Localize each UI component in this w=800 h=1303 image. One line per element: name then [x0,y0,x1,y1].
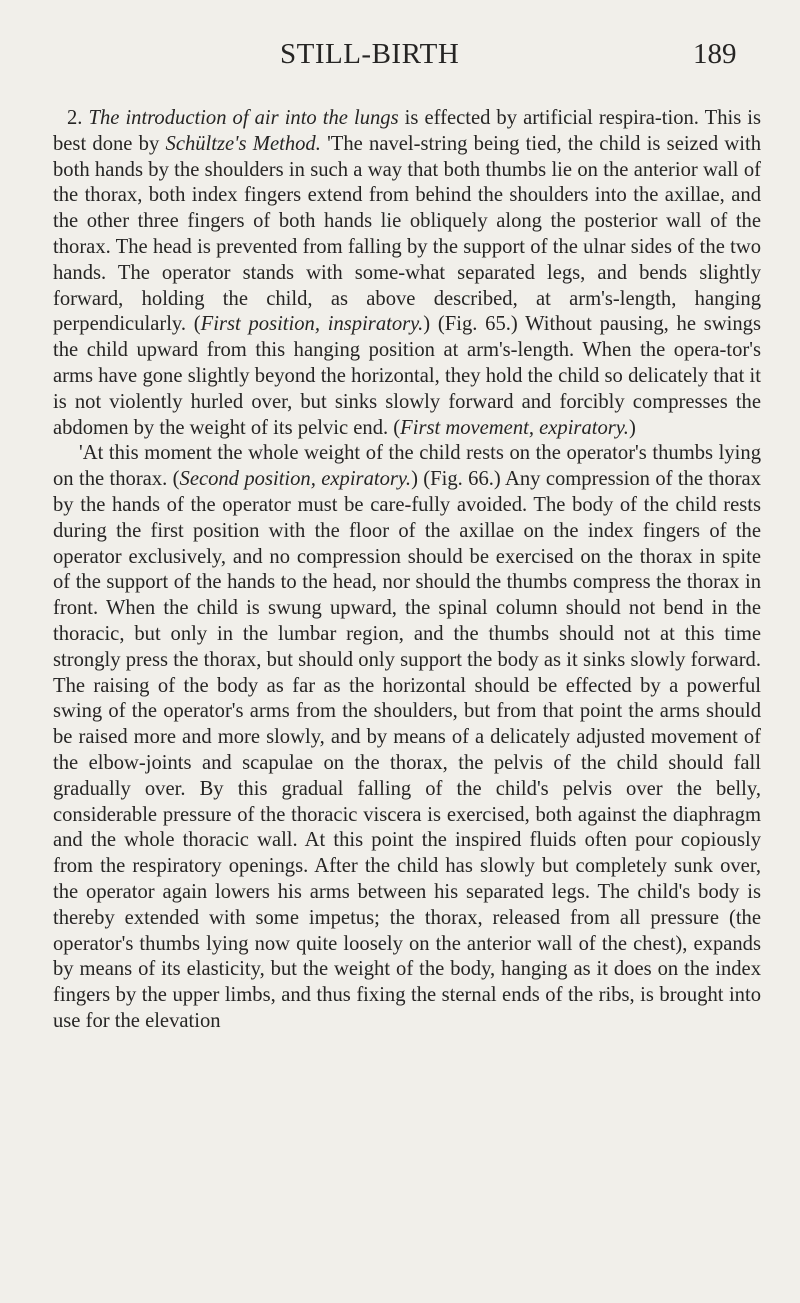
italic-run: First position, inspiratory. [200,313,424,336]
paragraph [53,441,761,1034]
text-run: 'The navel-string being tied, the child is seized with both hands by the shoulders in such a way that both thumbs lie on the anterior wall of the thorax, both index fingers extend from behind the shoulders into the axillae, and the other three fingers of both hands lie obliquely along the posterior wall of the thorax. The head is prevented from falling by the support of the ulnar sides of the two hands. The operator stands with some-what separated legs, and bends slightly forward, holding the child, as above described, at arm's-length, hanging perpendicularly. ( [53,132,761,336]
body-text [53,106,761,1035]
running-head [0,38,800,78]
text-run: 2. [67,107,89,129]
italic-run: Second position, expiratory. [179,468,412,491]
text-run: is effected by artificial respira-tion. This is best done by [53,107,762,155]
italic-run: Schültze's Method. [165,132,321,155]
running-head-title: STILL-BIRTH [280,38,460,70]
text-run: ) (Fig. 65.) Without pausing, he swings the child upward from this hanging position at arm's-length. When the opera-tor's arms have gone slightly beyond the horizontal, they hold the child so delicately that it is not violently hurled over, but sinks slowly forward and forcibly compresses the abdomen by the weight of its pelvic end. ( [53,313,761,439]
text-run: ) [628,416,636,439]
page-number: 189 [693,38,737,70]
paragraph [53,106,761,441]
italic-run: First movement, expiratory. [400,416,629,439]
text-run: 'At this moment the whole weight of the child rests on the operator's thumbs lying on the thorax. ( [53,442,761,491]
text-run: ) (Fig. 66.) Any compression of the thorax by the hands of the operator must be care-fully avoided. The body of the child rests during the first position with the floor of the axillae on the index fingers of the operator exclusively, and no compression should be exercised on the thorax in spite of the support of the hands to the head, nor should the thumbs compress the thorax in front. When the child is swung upward, the spinal column should not bend in the thoracic, but only in the lumbar region, and the thumbs should not at this time strongly press the thorax, but should only support the body as it sinks slowly forward. The raising of the body as far as the horizontal should be effected by a powerful swing of the operator's arms from the shoulders, but from that point the arms should be raised more and more slowly, and by means of a delicately adjusted movement of the elbow-joints and scapulae on the thorax, the pelvis of the child should fall gradually over. By this gradual falling of the child's pelvis over the belly, considerable pressure of the thoracic viscera is exercised, both against the diaphragm and the whole thoracic wall. At this point the inspired fluids often pour copiously from the respiratory openings. After the child has slowly but completely sunk over, the operator again lowers his arms between his separated legs. The child's body is thereby extended with some impetus; the thorax, released from all pressure (the operator's thumbs lying now quite loosely on the anterior wall of the chest), expands by means of its elasticity, but the weight of the body, hanging as it does on the index fingers by the upper limbs, and thus fixing the sternal ends of the ribs, is brought into use for the elevation [53,468,761,1032]
italic-run: The introduction of air into the lungs [88,107,399,129]
